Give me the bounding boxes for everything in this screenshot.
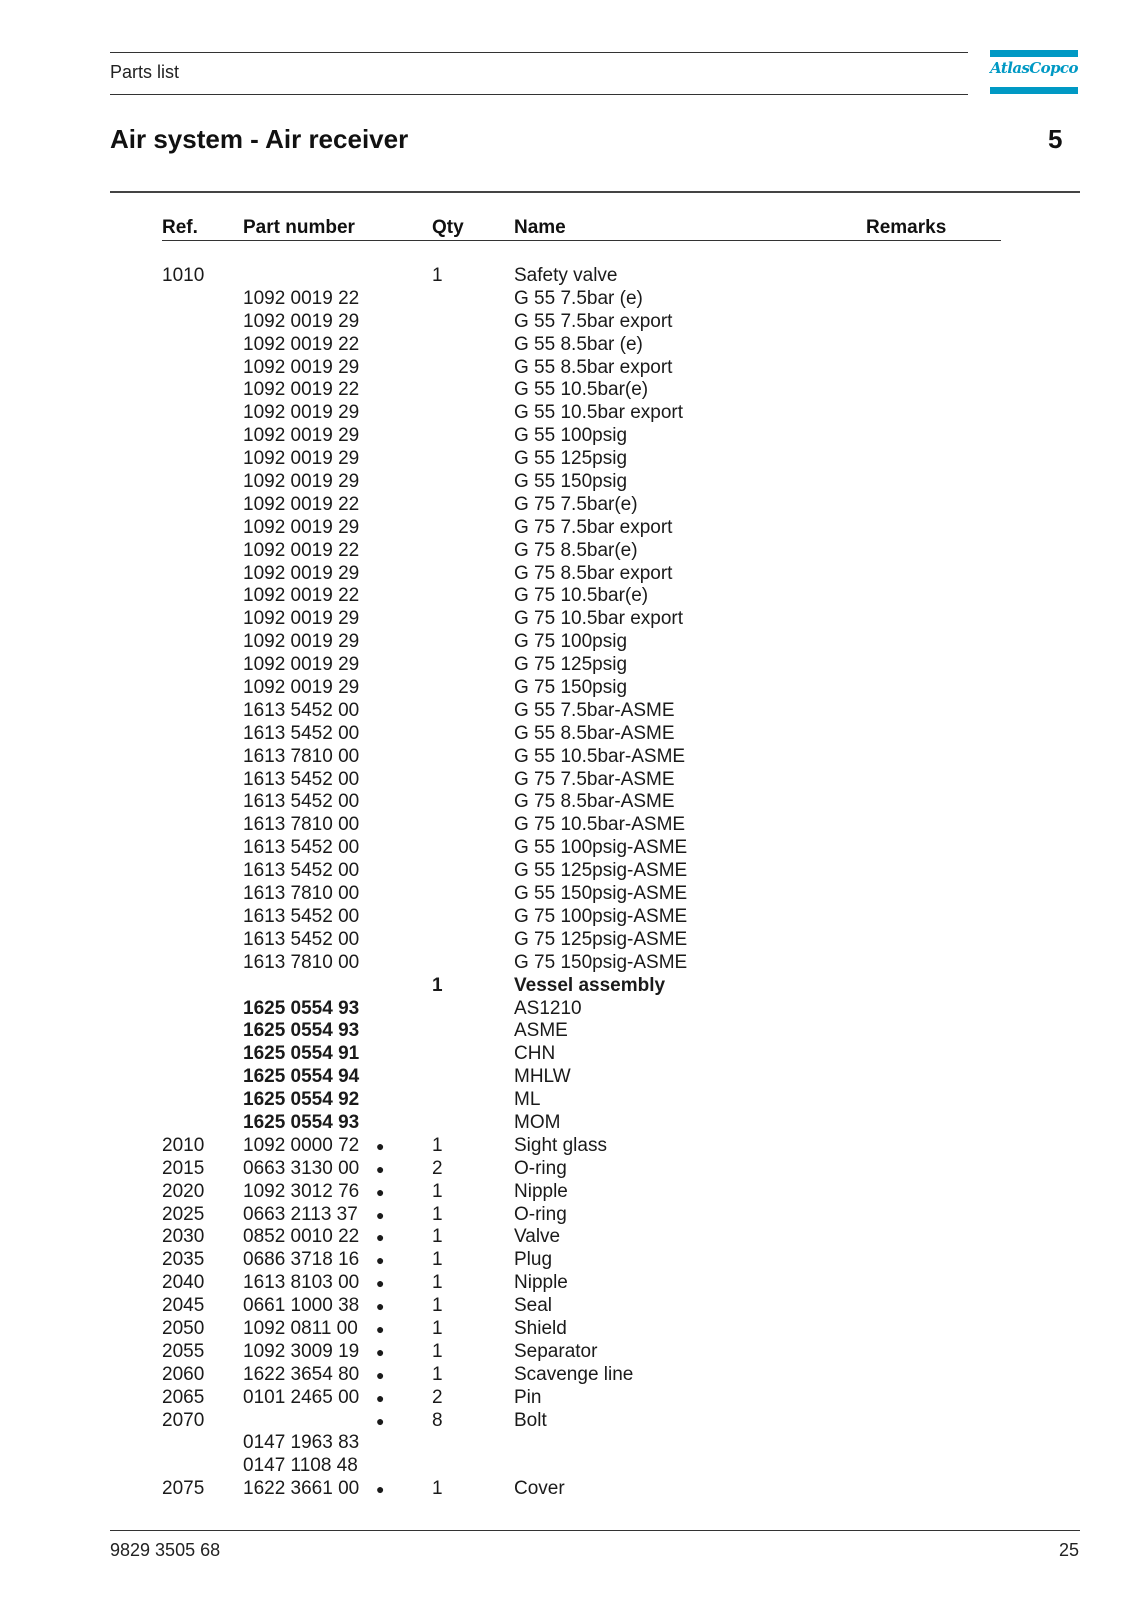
name-cell: G 55 7.5bar-ASME <box>514 699 675 721</box>
name-cell: ASME <box>514 1020 568 1042</box>
spare-part-bullet: ● <box>376 1137 385 1154</box>
spare-part-bullet: ● <box>376 1366 385 1383</box>
name-cell: Plug <box>514 1249 553 1271</box>
name-cell: MHLW <box>514 1066 571 1088</box>
table-row <box>0 379 1131 402</box>
part-number-cell: 1613 8103 00 <box>243 1272 360 1294</box>
name-cell: G 75 7.5bar-ASME <box>514 768 675 790</box>
name-cell: Nipple <box>514 1180 568 1202</box>
name-cell: G 55 125psig <box>514 448 628 470</box>
col-header-name: Name <box>514 217 566 238</box>
part-number-cell: 1092 0019 29 <box>243 448 360 470</box>
part-number-cell: 1613 7810 00 <box>243 814 360 836</box>
name-cell: G 75 10.5bar-ASME <box>514 814 686 836</box>
name-cell: Sight glass <box>514 1134 607 1156</box>
col-header-qty: Qty <box>432 217 464 238</box>
table-row <box>0 700 1131 723</box>
section-rule <box>110 191 1080 193</box>
table-row <box>0 448 1131 471</box>
part-number-cell: 1092 0019 29 <box>243 425 360 447</box>
name-cell: G 55 10.5bar(e) <box>514 379 649 401</box>
name-cell: G 55 8.5bar-ASME <box>514 722 675 744</box>
part-number-cell: 1622 3654 80 <box>243 1363 360 1385</box>
table-row <box>0 975 1131 998</box>
part-number-cell: 0101 2465 00 <box>243 1386 360 1408</box>
part-number-cell: 1092 3009 19 <box>243 1340 360 1362</box>
name-cell: G 75 100psig-ASME <box>514 905 688 927</box>
name-cell: G 55 7.5bar export <box>514 310 673 332</box>
section-title: Air system - Air receiver <box>110 124 409 154</box>
ref-cell: 2015 <box>162 1157 205 1179</box>
name-cell: AS1210 <box>514 997 582 1019</box>
name-cell: Bolt <box>514 1409 547 1431</box>
part-number-cell: 1613 7810 00 <box>243 951 360 973</box>
ref-cell: 2025 <box>162 1203 205 1225</box>
qty-cell: 1 <box>432 1180 443 1202</box>
table-row <box>0 471 1131 494</box>
part-number-cell: 1092 0019 29 <box>243 402 360 424</box>
name-cell: G 75 125psig <box>514 654 628 676</box>
table-row <box>0 677 1131 700</box>
table-row <box>0 883 1131 906</box>
name-cell: Scavenge line <box>514 1363 634 1385</box>
name-cell: Shield <box>514 1317 567 1339</box>
col-header-remarks: Remarks <box>866 217 947 238</box>
part-number-cell: 1092 0019 29 <box>243 608 360 630</box>
table-row <box>0 1318 1131 1341</box>
name-cell: G 55 100psig-ASME <box>514 837 688 859</box>
table-row <box>0 1204 1131 1227</box>
name-cell: G 75 100psig <box>514 631 628 653</box>
qty-cell: 1 <box>432 1295 443 1317</box>
table-row <box>0 425 1131 448</box>
table-row <box>0 837 1131 860</box>
parts-table <box>0 265 1131 1501</box>
part-number-cell: 0147 1108 48 <box>243 1455 358 1477</box>
qty-cell: 2 <box>432 1386 443 1408</box>
ref-cell: 2035 <box>162 1249 205 1271</box>
name-cell: G 75 150psig-ASME <box>514 951 688 973</box>
qty-cell: 1 <box>432 1226 443 1248</box>
spare-part-bullet: ● <box>376 1343 385 1360</box>
table-row <box>0 906 1131 929</box>
name-cell: G 75 7.5bar(e) <box>514 493 638 515</box>
name-cell: Valve <box>514 1226 561 1248</box>
part-number-cell: 1092 0019 29 <box>243 677 360 699</box>
table-row <box>0 1410 1131 1433</box>
table-row <box>0 357 1131 380</box>
name-cell: Pin <box>514 1386 542 1408</box>
table-row <box>0 1272 1131 1295</box>
name-cell: G 55 150psig <box>514 471 628 493</box>
qty-cell: 8 <box>432 1409 443 1431</box>
name-cell: G 55 10.5bar-ASME <box>514 745 686 767</box>
spare-part-bullet: ● <box>376 1389 385 1406</box>
part-number-cell: 1613 5452 00 <box>243 699 360 721</box>
part-number-cell: 1625 0554 93 <box>243 997 360 1019</box>
spare-part-bullet: ● <box>376 1206 385 1223</box>
name-cell: Nipple <box>514 1272 568 1294</box>
spare-part-bullet: ● <box>376 1229 385 1246</box>
table-row <box>0 1043 1131 1066</box>
table-row <box>0 288 1131 311</box>
table-row <box>0 1341 1131 1364</box>
table-row <box>0 860 1131 883</box>
spare-part-bullet: ● <box>376 1481 385 1498</box>
name-cell: MOM <box>514 1111 561 1133</box>
table-row <box>0 1066 1131 1089</box>
spare-part-bullet: ● <box>376 1320 385 1337</box>
table-row <box>0 608 1131 631</box>
table-row <box>0 654 1131 677</box>
header-top-rule <box>110 52 968 53</box>
spare-part-bullet: ● <box>376 1412 385 1429</box>
part-number-cell: 1613 5452 00 <box>243 837 360 859</box>
name-cell: G 75 10.5bar export <box>514 608 683 630</box>
part-number-cell: 1625 0554 91 <box>243 1043 360 1065</box>
footer-rule <box>110 1530 1080 1531</box>
table-row <box>0 1089 1131 1112</box>
part-number-cell: 0686 3718 16 <box>243 1249 360 1271</box>
ref-cell: 2050 <box>162 1317 205 1339</box>
name-cell: G 75 8.5bar(e) <box>514 539 638 561</box>
ref-cell: 2040 <box>162 1272 205 1294</box>
name-cell: G 75 10.5bar(e) <box>514 585 649 607</box>
part-number-cell: 1613 5452 00 <box>243 928 360 950</box>
table-row <box>0 334 1131 357</box>
table-row <box>0 929 1131 952</box>
ref-cell: 2020 <box>162 1180 205 1202</box>
column-header-rule <box>162 240 1001 241</box>
part-number-cell: 1092 0019 22 <box>243 493 360 515</box>
header-title: Parts list <box>110 62 180 82</box>
table-row <box>0 1455 1131 1478</box>
name-cell: G 55 7.5bar (e) <box>514 287 643 309</box>
qty-cell: 1 <box>432 1203 443 1225</box>
table-row <box>0 746 1131 769</box>
name-cell: G 55 100psig <box>514 425 628 447</box>
part-number-cell: 1092 0019 22 <box>243 585 360 607</box>
table-row <box>0 540 1131 563</box>
table-row <box>0 769 1131 792</box>
part-number-cell: 1613 5452 00 <box>243 791 360 813</box>
qty-cell: 1 <box>432 974 443 996</box>
name-cell: Seal <box>514 1295 553 1317</box>
ref-cell: 2070 <box>162 1409 205 1431</box>
ref-cell: 2065 <box>162 1386 205 1408</box>
name-cell: G 75 8.5bar export <box>514 562 673 584</box>
part-number-cell: 1625 0554 93 <box>243 1020 360 1042</box>
qty-cell: 1 <box>432 265 443 286</box>
table-row <box>0 631 1131 654</box>
table-row <box>0 1387 1131 1410</box>
name-cell: Vessel assembly <box>514 974 666 996</box>
name-cell: G 55 10.5bar export <box>514 402 683 424</box>
qty-cell: 1 <box>432 1340 443 1362</box>
table-row <box>0 1226 1131 1249</box>
name-cell: G 55 8.5bar export <box>514 356 673 378</box>
part-number-cell: 1092 0811 00 <box>243 1317 358 1339</box>
spare-part-bullet: ● <box>376 1252 385 1269</box>
part-number-cell: 1625 0554 93 <box>243 1111 360 1133</box>
table-row <box>0 1249 1131 1272</box>
name-cell: Separator <box>514 1340 598 1362</box>
ref-cell: 2075 <box>162 1478 205 1500</box>
name-cell: Safety valve <box>514 265 618 286</box>
part-number-cell: 1092 0019 29 <box>243 310 360 332</box>
table-row <box>0 1020 1131 1043</box>
part-number-cell: 0663 3130 00 <box>243 1157 360 1179</box>
part-number-cell: 1092 0019 29 <box>243 631 360 653</box>
table-row <box>0 1478 1131 1501</box>
ref-cell: 1010 <box>162 265 205 286</box>
qty-cell: 1 <box>432 1478 443 1500</box>
name-cell: G 75 8.5bar-ASME <box>514 791 675 813</box>
document-number: 9829 3505 68 <box>110 1540 221 1560</box>
table-row <box>0 1158 1131 1181</box>
part-number-cell: 1092 0019 29 <box>243 471 360 493</box>
part-number-cell: 0661 1000 38 <box>243 1295 360 1317</box>
part-number-cell: 1092 0019 29 <box>243 516 360 538</box>
name-cell: O-ring <box>514 1203 567 1225</box>
name-cell: G 75 150psig <box>514 677 628 699</box>
part-number-cell: 1092 0019 29 <box>243 654 360 676</box>
atlas-copco-logo <box>990 50 1078 94</box>
name-cell: G 55 125psig-ASME <box>514 860 688 882</box>
name-cell: G 55 150psig-ASME <box>514 883 688 905</box>
part-number-cell: 1092 0019 29 <box>243 356 360 378</box>
ref-cell: 2030 <box>162 1226 205 1248</box>
name-cell: ML <box>514 1089 541 1111</box>
part-number-cell: 1613 7810 00 <box>243 883 360 905</box>
name-cell: O-ring <box>514 1157 567 1179</box>
header-bottom-rule <box>110 94 968 95</box>
part-number-cell: 1613 5452 00 <box>243 905 360 927</box>
table-row <box>0 1364 1131 1387</box>
name-cell: G 75 125psig-ASME <box>514 928 688 950</box>
part-number-cell: 1613 5452 00 <box>243 722 360 744</box>
brand-wordmark: AtlasCopco <box>990 59 1078 77</box>
qty-cell: 1 <box>432 1272 443 1294</box>
table-row <box>0 265 1131 288</box>
name-cell: G 75 7.5bar export <box>514 516 673 538</box>
name-cell: Cover <box>514 1478 565 1500</box>
ref-cell: 2045 <box>162 1295 205 1317</box>
table-row <box>0 998 1131 1021</box>
table-row <box>0 563 1131 586</box>
table-row <box>0 1295 1131 1318</box>
page-number: 25 <box>1059 1540 1080 1560</box>
col-header-part-number: Part number <box>243 217 355 238</box>
part-number-cell: 1092 3012 76 <box>243 1180 360 1202</box>
col-header-ref: Ref. <box>162 217 198 238</box>
table-row <box>0 1112 1131 1135</box>
part-number-cell: 1092 0000 72 <box>243 1134 360 1156</box>
part-number-cell: 1613 5452 00 <box>243 860 360 882</box>
table-row <box>0 952 1131 975</box>
table-row <box>0 517 1131 540</box>
table-row <box>0 311 1131 334</box>
part-number-cell: 1625 0554 92 <box>243 1089 360 1111</box>
part-number-cell: 1613 7810 00 <box>243 745 360 767</box>
part-number-cell: 1092 0019 29 <box>243 562 360 584</box>
part-number-cell: 0147 1963 83 <box>243 1432 360 1454</box>
table-row <box>0 402 1131 425</box>
part-number-cell: 1092 0019 22 <box>243 379 360 401</box>
table-row <box>0 723 1131 746</box>
table-row <box>0 585 1131 608</box>
spare-part-bullet: ● <box>376 1298 385 1315</box>
section-number: 5 <box>1048 124 1063 154</box>
ref-cell: 2010 <box>162 1134 205 1156</box>
table-row <box>0 1432 1131 1455</box>
qty-cell: 1 <box>432 1134 443 1156</box>
part-number-cell: 1622 3661 00 <box>243 1478 360 1500</box>
table-row <box>0 1135 1131 1158</box>
qty-cell: 1 <box>432 1317 443 1339</box>
part-number-cell: 1092 0019 22 <box>243 287 360 309</box>
table-row <box>0 791 1131 814</box>
spare-part-bullet: ● <box>376 1183 385 1200</box>
qty-cell: 1 <box>432 1363 443 1385</box>
qty-cell: 2 <box>432 1157 443 1179</box>
part-number-cell: 1092 0019 22 <box>243 333 360 355</box>
name-cell: CHN <box>514 1043 556 1065</box>
part-number-cell: 1613 5452 00 <box>243 768 360 790</box>
table-row <box>0 1181 1131 1204</box>
part-number-cell: 0852 0010 22 <box>243 1226 360 1248</box>
name-cell: G 55 8.5bar (e) <box>514 333 643 355</box>
part-number-cell: 1092 0019 22 <box>243 539 360 561</box>
qty-cell: 1 <box>432 1249 443 1271</box>
table-row <box>0 814 1131 837</box>
spare-part-bullet: ● <box>376 1275 385 1292</box>
ref-cell: 2055 <box>162 1340 205 1362</box>
part-number-cell: 1625 0554 94 <box>243 1066 360 1088</box>
ref-cell: 2060 <box>162 1363 205 1385</box>
table-row <box>0 494 1131 517</box>
spare-part-bullet: ● <box>376 1160 385 1177</box>
part-number-cell: 0663 2113 37 <box>243 1203 358 1225</box>
